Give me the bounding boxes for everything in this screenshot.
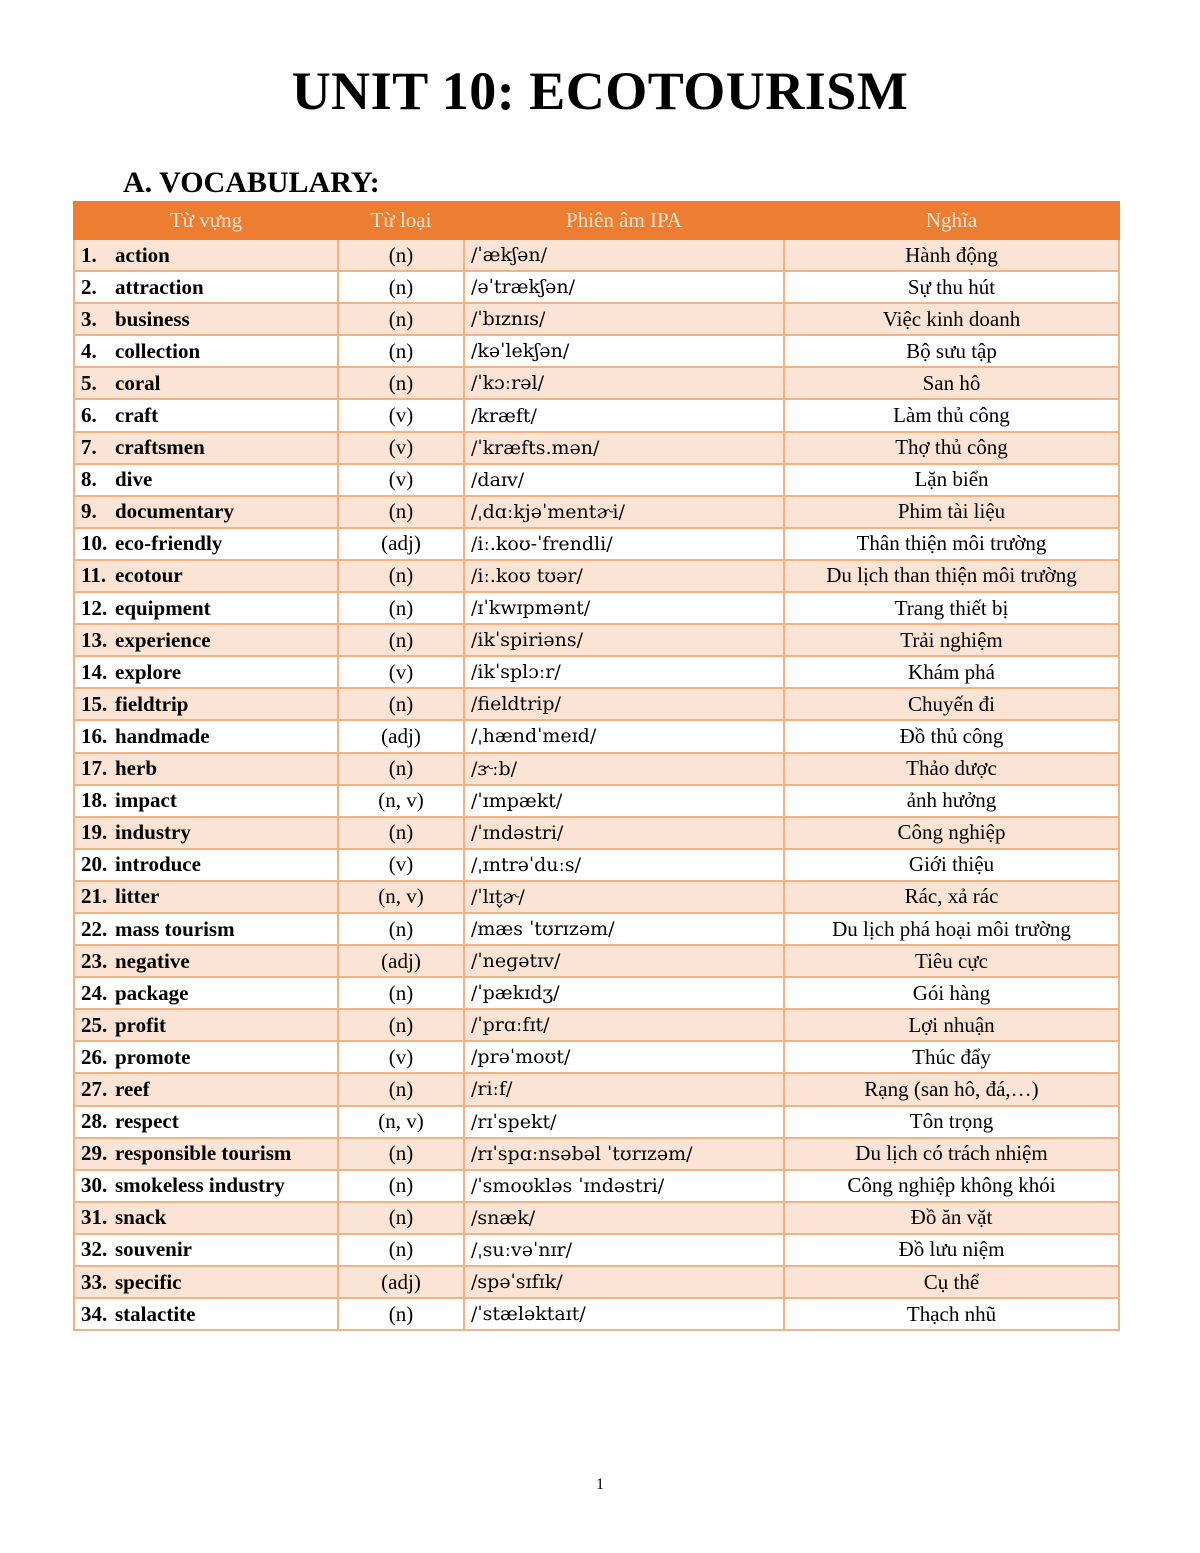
vocab-word-cell xyxy=(74,1266,338,1298)
row-number: 11. xyxy=(81,563,107,588)
table-row xyxy=(74,977,1119,1009)
row-number: 27. xyxy=(81,1076,108,1101)
part-of-speech-cell: (n, v) xyxy=(338,785,464,817)
vocab-word: reef xyxy=(115,1076,150,1101)
meaning-cell: Rác, xả rác xyxy=(784,881,1119,913)
row-number: 2. xyxy=(81,274,97,299)
row-number: 22. xyxy=(81,916,108,941)
ipa-cell: /riːf/ xyxy=(464,1073,784,1105)
row-number: 30. xyxy=(81,1173,108,1198)
vocabulary-table xyxy=(73,201,1120,1331)
vocab-word-cell xyxy=(74,464,338,496)
column-header-ipa: Phiên âm IPA xyxy=(464,202,784,239)
vocab-word: collection xyxy=(115,338,201,363)
table-header-row xyxy=(74,202,1119,239)
vocab-word: business xyxy=(115,306,190,331)
vocab-word-cell xyxy=(74,560,338,592)
vocab-word: action xyxy=(115,242,170,267)
vocab-word-cell xyxy=(74,753,338,785)
vocab-word-cell xyxy=(74,624,338,656)
vocab-word-cell xyxy=(74,849,338,881)
meaning-cell: Thạch nhũ xyxy=(784,1298,1119,1330)
table-row xyxy=(74,239,1119,271)
part-of-speech-cell: (n) xyxy=(338,753,464,785)
vocab-word: mass tourism xyxy=(115,916,235,941)
table-row xyxy=(74,464,1119,496)
meaning-cell: Trang thiết bị xyxy=(784,592,1119,624)
part-of-speech-cell: (n) xyxy=(338,1170,464,1202)
table-row xyxy=(74,1106,1119,1138)
vocab-word-cell xyxy=(74,817,338,849)
vocab-word: respect xyxy=(115,1109,179,1134)
table-row xyxy=(74,656,1119,688)
ipa-cell: /fieldtrip/ xyxy=(464,688,784,720)
ipa-cell: /daɪv/ xyxy=(464,464,784,496)
page-title: UNIT 10: ECOTOURISM xyxy=(291,61,909,121)
part-of-speech-cell: (v) xyxy=(338,656,464,688)
part-of-speech-cell: (n) xyxy=(338,1009,464,1041)
vocab-word: fieldtrip xyxy=(115,691,189,716)
vocab-word: eco-friendly xyxy=(115,531,223,556)
vocab-word-cell xyxy=(74,785,338,817)
part-of-speech-cell: (n) xyxy=(338,977,464,1009)
table-body xyxy=(74,239,1119,1330)
part-of-speech-cell: (n) xyxy=(338,817,464,849)
vocab-word: explore xyxy=(115,659,182,684)
table-row xyxy=(74,335,1119,367)
part-of-speech-cell: (n) xyxy=(338,592,464,624)
meaning-cell: Thúc đẩy xyxy=(784,1041,1119,1073)
table-row xyxy=(74,720,1119,752)
row-number: 13. xyxy=(81,627,108,652)
vocab-word: promote xyxy=(115,1044,191,1069)
ipa-cell: /ˌdɑːkjəˈmentɚi/ xyxy=(464,496,784,528)
part-of-speech-cell: (n) xyxy=(338,303,464,335)
vocab-word-cell xyxy=(74,977,338,1009)
ipa-cell: /rɪˈspɑːnsəbəl ˈtʊrɪzəm/ xyxy=(464,1138,784,1170)
ipa-cell: /iː.koʊ-ˈfrendli/ xyxy=(464,528,784,560)
part-of-speech-cell: (n) xyxy=(338,271,464,303)
row-number: 15. xyxy=(81,691,108,716)
vocab-word-cell xyxy=(74,239,338,271)
vocab-word-cell xyxy=(74,720,338,752)
part-of-speech-cell: (n) xyxy=(338,624,464,656)
row-number: 25. xyxy=(81,1012,108,1037)
meaning-cell: Trải nghiệm xyxy=(784,624,1119,656)
part-of-speech-cell: (adj) xyxy=(338,945,464,977)
part-of-speech-cell: (v) xyxy=(338,464,464,496)
vocab-word-cell xyxy=(74,913,338,945)
row-number: 32. xyxy=(81,1237,108,1262)
ipa-cell: /ˈneɡətɪv/ xyxy=(464,945,784,977)
part-of-speech-cell: (n) xyxy=(338,1298,464,1330)
ipa-cell: /ˈkɔːrəl/ xyxy=(464,367,784,399)
table-row xyxy=(74,785,1119,817)
vocab-word: industry xyxy=(115,820,191,845)
part-of-speech-cell: (n) xyxy=(338,367,464,399)
vocab-word-cell xyxy=(74,881,338,913)
ipa-cell: /ˈækʃən/ xyxy=(464,239,784,271)
table-row xyxy=(74,496,1119,528)
ipa-cell: /snæk/ xyxy=(464,1202,784,1234)
row-number: 3. xyxy=(81,306,97,331)
ipa-cell: /ˌsuːvəˈnɪr/ xyxy=(464,1234,784,1266)
ipa-cell: /kəˈlekʃən/ xyxy=(464,335,784,367)
vocab-word-cell xyxy=(74,367,338,399)
table-row xyxy=(74,1202,1119,1234)
meaning-cell: Công nghiệp xyxy=(784,817,1119,849)
part-of-speech-cell: (adj) xyxy=(338,1266,464,1298)
meaning-cell: Phim tài liệu xyxy=(784,496,1119,528)
table-row xyxy=(74,1298,1119,1330)
part-of-speech-cell: (v) xyxy=(338,849,464,881)
vocab-word: specific xyxy=(115,1269,182,1294)
vocab-word-cell xyxy=(74,528,338,560)
part-of-speech-cell: (adj) xyxy=(338,528,464,560)
vocab-word-cell xyxy=(74,1138,338,1170)
column-header-pos: Từ loại xyxy=(338,202,464,239)
meaning-cell: Công nghiệp không khói xyxy=(784,1170,1119,1202)
meaning-cell: Gói hàng xyxy=(784,977,1119,1009)
part-of-speech-cell: (n) xyxy=(338,1202,464,1234)
column-header-meaning: Nghĩa xyxy=(784,202,1119,239)
meaning-cell: Bộ sưu tập xyxy=(784,335,1119,367)
column-header-word: Từ vựng xyxy=(74,202,338,239)
meaning-cell: Tôn trọng xyxy=(784,1106,1119,1138)
table-row xyxy=(74,303,1119,335)
meaning-cell: Đồ lưu niệm xyxy=(784,1234,1119,1266)
part-of-speech-cell: (v) xyxy=(338,432,464,464)
row-number: 5. xyxy=(81,370,97,395)
row-number: 12. xyxy=(81,595,108,620)
table-row xyxy=(74,1009,1119,1041)
table-row xyxy=(74,528,1119,560)
vocab-word: experience xyxy=(115,627,211,652)
ipa-cell: /ˈɪmpækt/ xyxy=(464,785,784,817)
vocab-word: ecotour xyxy=(115,563,183,588)
row-number: 4. xyxy=(81,338,97,363)
vocab-word: responsible tourism xyxy=(115,1141,292,1166)
vocab-word: stalactite xyxy=(115,1301,196,1326)
vocab-word: coral xyxy=(115,370,161,395)
ipa-cell: /ikˈspiriəns/ xyxy=(464,624,784,656)
meaning-cell: Chuyến đi xyxy=(784,688,1119,720)
ipa-cell: /spəˈsɪfɪk/ xyxy=(464,1266,784,1298)
vocab-word-cell xyxy=(74,432,338,464)
page-number: 1 xyxy=(596,1476,604,1493)
table-row xyxy=(74,367,1119,399)
meaning-cell: Thợ thủ công xyxy=(784,432,1119,464)
vocab-word: attraction xyxy=(115,274,204,299)
row-number: 31. xyxy=(81,1205,108,1230)
ipa-cell: /ˈkræfts.mən/ xyxy=(464,432,784,464)
row-number: 29. xyxy=(81,1141,108,1166)
row-number: 19. xyxy=(81,820,108,845)
ipa-cell: /əˈtrækʃən/ xyxy=(464,271,784,303)
table-row xyxy=(74,753,1119,785)
part-of-speech-cell: (n) xyxy=(338,239,464,271)
meaning-cell: ảnh hưởng xyxy=(784,785,1119,817)
table-row xyxy=(74,624,1119,656)
part-of-speech-cell: (n) xyxy=(338,688,464,720)
ipa-cell: /ɪˈkwɪpmənt/ xyxy=(464,592,784,624)
ipa-cell: /ˈsmoʊkləs ˈɪndəstri/ xyxy=(464,1170,784,1202)
meaning-cell: Khám phá xyxy=(784,656,1119,688)
table-row xyxy=(74,432,1119,464)
meaning-cell: Đồ thủ công xyxy=(784,720,1119,752)
vocab-word: litter xyxy=(115,884,160,909)
table-row xyxy=(74,1266,1119,1298)
row-number: 17. xyxy=(81,756,108,781)
table-row xyxy=(74,817,1119,849)
meaning-cell: Làm thủ công xyxy=(784,399,1119,431)
table-row xyxy=(74,1138,1119,1170)
vocab-word-cell xyxy=(74,335,338,367)
vocab-word-cell xyxy=(74,656,338,688)
ipa-cell: /mæs ˈtʊrɪzəm/ xyxy=(464,913,784,945)
vocab-word: package xyxy=(115,980,189,1005)
table-row xyxy=(74,1073,1119,1105)
ipa-cell: /kræft/ xyxy=(464,399,784,431)
row-number: 1. xyxy=(81,242,97,267)
table-row xyxy=(74,1041,1119,1073)
meaning-cell: Du lịch than thiện môi trường xyxy=(784,560,1119,592)
meaning-cell: Du lịch có trách nhiệm xyxy=(784,1138,1119,1170)
part-of-speech-cell: (adj) xyxy=(338,720,464,752)
table-row xyxy=(74,399,1119,431)
vocab-word: dive xyxy=(115,467,153,492)
table-row xyxy=(74,945,1119,977)
ipa-cell: /ikˈsplɔːr/ xyxy=(464,656,784,688)
row-number: 23. xyxy=(81,948,108,973)
table-row xyxy=(74,1234,1119,1266)
part-of-speech-cell: (v) xyxy=(338,1041,464,1073)
table-row xyxy=(74,592,1119,624)
vocab-word-cell xyxy=(74,1202,338,1234)
ipa-cell: /ˈpækɪdʒ/ xyxy=(464,977,784,1009)
table-row xyxy=(74,881,1119,913)
vocab-word-cell xyxy=(74,1106,338,1138)
vocab-word: documentary xyxy=(115,499,234,524)
ipa-cell: /ˈɪndəstri/ xyxy=(464,817,784,849)
table-row xyxy=(74,560,1119,592)
vocab-word-cell xyxy=(74,1170,338,1202)
row-number: 33. xyxy=(81,1269,108,1294)
row-number: 18. xyxy=(81,788,108,813)
ipa-cell: /ˈlɪt̬ɚ/ xyxy=(464,881,784,913)
part-of-speech-cell: (n) xyxy=(338,335,464,367)
table-row xyxy=(74,688,1119,720)
row-number: 26. xyxy=(81,1044,108,1069)
meaning-cell: Việc kinh doanh xyxy=(784,303,1119,335)
section-heading: A. VOCABULARY: xyxy=(123,166,380,199)
vocab-word: profit xyxy=(115,1012,166,1037)
meaning-cell: Giới thiệu xyxy=(784,849,1119,881)
meaning-cell: Thảo dược xyxy=(784,753,1119,785)
vocab-word-cell xyxy=(74,399,338,431)
row-number: 6. xyxy=(81,403,97,428)
meaning-cell: Du lịch phá hoại môi trường xyxy=(784,913,1119,945)
meaning-cell: Lặn biển xyxy=(784,464,1119,496)
vocab-word: craft xyxy=(115,403,159,428)
vocab-word-cell xyxy=(74,1073,338,1105)
ipa-cell: /prəˈmoʊt/ xyxy=(464,1041,784,1073)
meaning-cell: Tiêu cực xyxy=(784,945,1119,977)
vocab-word-cell xyxy=(74,1234,338,1266)
part-of-speech-cell: (n) xyxy=(338,496,464,528)
row-number: 28. xyxy=(81,1109,108,1134)
row-number: 24. xyxy=(81,980,108,1005)
part-of-speech-cell: (n) xyxy=(338,1073,464,1105)
ipa-cell: /iː.koʊ tʊər/ xyxy=(464,560,784,592)
vocab-word: handmade xyxy=(115,723,210,748)
vocab-word: snack xyxy=(115,1205,167,1230)
ipa-cell: /ˈbɪznɪs/ xyxy=(464,303,784,335)
ipa-cell: /ˌhændˈmeɪd/ xyxy=(464,720,784,752)
vocab-word-cell xyxy=(74,945,338,977)
vocab-word: herb xyxy=(115,756,157,781)
part-of-speech-cell: (n, v) xyxy=(338,1106,464,1138)
vocab-word: equipment xyxy=(115,595,211,620)
meaning-cell: Thân thiện môi trường xyxy=(784,528,1119,560)
row-number: 10. xyxy=(81,531,108,556)
table-row xyxy=(74,849,1119,881)
vocab-word-cell xyxy=(74,1041,338,1073)
vocab-word: souvenir xyxy=(115,1237,193,1262)
meaning-cell: Cụ thể xyxy=(784,1266,1119,1298)
ipa-cell: /ˌɪntrəˈduːs/ xyxy=(464,849,784,881)
meaning-cell: Lợi nhuận xyxy=(784,1009,1119,1041)
part-of-speech-cell: (n) xyxy=(338,560,464,592)
table-row xyxy=(74,1170,1119,1202)
row-number: 7. xyxy=(81,435,97,460)
part-of-speech-cell: (n) xyxy=(338,1234,464,1266)
vocab-word-cell xyxy=(74,496,338,528)
vocab-word-cell xyxy=(74,688,338,720)
part-of-speech-cell: (v) xyxy=(338,399,464,431)
part-of-speech-cell: (n) xyxy=(338,913,464,945)
vocab-word: negative xyxy=(115,948,190,973)
vocab-word-cell xyxy=(74,303,338,335)
meaning-cell: Sự thu hút xyxy=(784,271,1119,303)
vocab-word-cell xyxy=(74,592,338,624)
row-number: 20. xyxy=(81,852,108,877)
ipa-cell: /ɝːb/ xyxy=(464,753,784,785)
ipa-cell: /rɪˈspekt/ xyxy=(464,1106,784,1138)
vocab-word: introduce xyxy=(115,852,201,877)
row-number: 9. xyxy=(81,499,97,524)
vocab-word: impact xyxy=(115,788,177,813)
row-number: 16. xyxy=(81,723,108,748)
vocab-word: craftsmen xyxy=(115,435,205,460)
ipa-cell: /ˈstæləktaɪt/ xyxy=(464,1298,784,1330)
meaning-cell: San hô xyxy=(784,367,1119,399)
row-number: 34. xyxy=(81,1301,108,1326)
row-number: 21. xyxy=(81,884,108,909)
vocab-word-cell xyxy=(74,1298,338,1330)
vocab-word-cell xyxy=(74,271,338,303)
part-of-speech-cell: (n, v) xyxy=(338,881,464,913)
row-number: 14. xyxy=(81,659,108,684)
vocab-word: smokeless industry xyxy=(115,1173,285,1198)
meaning-cell: Hành động xyxy=(784,239,1119,271)
vocab-word-cell xyxy=(74,1009,338,1041)
table-row xyxy=(74,913,1119,945)
meaning-cell: Đồ ăn vặt xyxy=(784,1202,1119,1234)
ipa-cell: /ˈprɑːfɪt/ xyxy=(464,1009,784,1041)
part-of-speech-cell: (n) xyxy=(338,1138,464,1170)
meaning-cell: Rạng (san hô, đá,…) xyxy=(784,1073,1119,1105)
table-row xyxy=(74,271,1119,303)
row-number: 8. xyxy=(81,467,97,492)
